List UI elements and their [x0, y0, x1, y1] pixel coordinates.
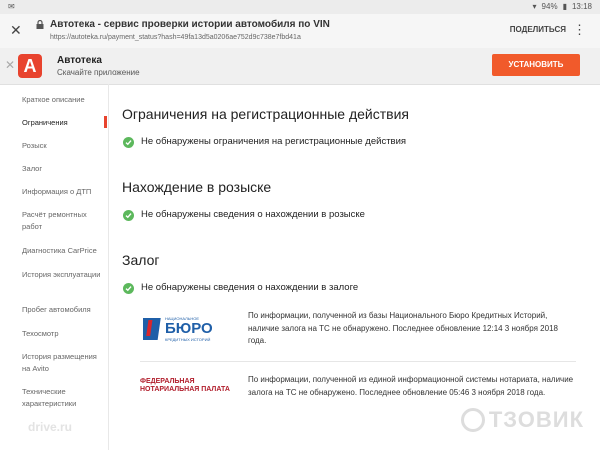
notary-info-text: По информации, полученной из единой информационной системы нотариата, наличие залога на ТС не обнаружено. Последнее обновление 05:46 3 ноября 2018 года. [248, 375, 574, 397]
more-menu-icon[interactable]: ⋮ [573, 22, 586, 37]
status-bar [0, 0, 600, 14]
nbki-info-text: По информации, полученной из базы Национального Бюро Кредитных Историй, наличие залога на ТС не обнаружено. Последнее обновление 12:14 3 ноября 2018 года. [248, 311, 558, 345]
battery-icon: ▮ [562, 2, 567, 11]
restrictions-status: Не обнаружены ограничения на регистрационные действия [141, 136, 407, 147]
check-icon [123, 283, 134, 294]
sidebar-item-usage-history[interactable]: История эксплуатации [22, 270, 101, 279]
sidebar-item-accidents[interactable]: Информация о ДТП [22, 187, 92, 196]
sidebar-item-specs[interactable]: Технические характеристики [22, 387, 77, 408]
clock: 13:18 [571, 2, 592, 11]
sidebar-item-pledge[interactable]: Залог [22, 164, 43, 173]
wanted-status: Не обнаружены сведения о нахождении в розыске [141, 209, 365, 220]
wanted-heading: Нахождение в розыске [122, 179, 272, 195]
source-separator [140, 361, 576, 362]
browser-toolbar [0, 14, 600, 49]
page-title: Автотека - сервис проверки истории автомобиля по VIN [50, 19, 330, 30]
notary-chamber-logo: ФЕДЕРАЛЬНАЯ НОТАРИАЛЬНАЯ ПАЛАТА [140, 378, 230, 393]
share-button[interactable]: ПОДЕЛИТЬСЯ [509, 25, 566, 34]
close-tab-icon[interactable]: ✕ [10, 22, 22, 38]
drive-watermark: drive.ru [28, 420, 73, 434]
autoteka-logo: A [18, 54, 42, 78]
active-indicator [104, 116, 107, 128]
notification-icon: ✉ [8, 2, 15, 11]
sidebar-item-mileage[interactable]: Пробег автомобиля [22, 305, 91, 314]
pledge-status: Не обнаружены сведения о нахождении в залоге [141, 282, 359, 293]
url-bar[interactable]: https://autoteka.ru/payment_status?hash=49fa13d5a0206ae752d9c738e7fbd41a [50, 34, 301, 41]
restrictions-heading: Ограничения на регистрационные действия [122, 106, 409, 122]
app-subtitle: Скачайте приложение [57, 68, 140, 77]
sidebar-item-inspection[interactable]: Техосмотр [22, 329, 59, 338]
sidebar-divider [108, 84, 109, 450]
nbki-logo: НАЦИОНАЛЬНОЕ БЮРО КРЕДИТНЫХ ИСТОРИЙ [143, 316, 213, 344]
pledge-heading: Залог [122, 252, 160, 268]
signal-icon: ▾ [532, 2, 537, 11]
battery-level: 94% [541, 2, 558, 11]
app-install-banner [0, 48, 600, 85]
sidebar-item-avito-history[interactable]: История размещения на Avito [22, 352, 97, 373]
sidebar-item-wanted[interactable]: Розыск [22, 141, 47, 150]
sidebar-item-summary[interactable]: Краткое описание [22, 95, 85, 104]
check-icon [123, 137, 134, 148]
check-icon [123, 210, 134, 221]
otzovik-watermark: ТЗОВИК [461, 407, 584, 433]
dismiss-banner-icon[interactable]: ✕ [5, 58, 16, 72]
lock-icon [36, 20, 44, 29]
sidebar-item-repair[interactable]: Расчёт ремонтных работ [22, 210, 87, 231]
install-button[interactable]: УСТАНОВИТЬ [492, 54, 580, 76]
sidebar-item-restrictions[interactable]: Ограничения [22, 118, 68, 127]
app-name: Автотека [57, 55, 102, 66]
report-sidebar [0, 84, 110, 450]
sidebar-item-diagnostics[interactable]: Диагностика CarPrice [22, 246, 97, 255]
otzovik-o-icon [461, 408, 485, 432]
